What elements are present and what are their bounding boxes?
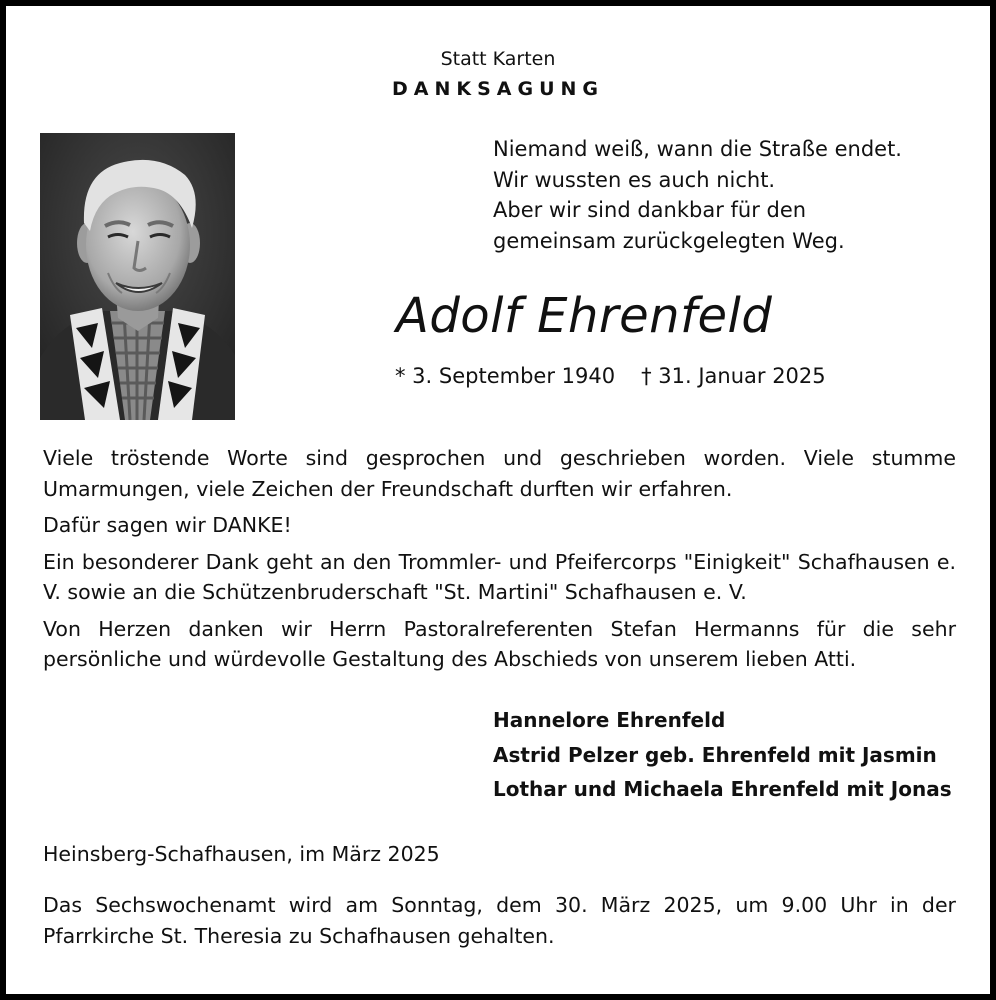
portrait-photo-icon xyxy=(40,133,235,420)
thanks-paragraph: Dafür sagen wir DANKE! xyxy=(43,513,292,537)
thanks-paragraph: Viele tröstende Worte sind gesprochen und geschrieben worden. Viele stumme Umarmungen, viele Zeichen der Freundschaft durften wir erfahren. xyxy=(43,446,956,501)
poem-line: Aber wir sind dankbar für den xyxy=(493,198,807,222)
birth-date: * 3. September 1940 xyxy=(395,364,616,388)
signature-line: Astrid Pelzer geb. Ehrenfeld mit Jasmin xyxy=(493,742,937,767)
poem xyxy=(493,134,973,256)
poem-line: gemeinsam zurückgelegten Weg. xyxy=(493,228,845,253)
poem-line: Wir wussten es auch nicht. xyxy=(493,167,776,192)
signatures xyxy=(493,703,973,807)
deceased-name: Adolf Ehrenfeld xyxy=(396,288,773,344)
service-notice: Das Sechswochenamt wird am Sonntag, dem 30. März 2025, um 9.00 Uhr in der Pfarrkirche St. Theresia zu Schafhausen gehalten. xyxy=(43,893,956,948)
thanks-paragraph: Von Herzen danken wir Herrn Pastoralreferenten Stefan Hermanns für die sehr persönliche und würdevolle Gestaltung des Abschieds von unserem lieben Atti. xyxy=(43,616,956,671)
portrait-photo xyxy=(40,133,235,420)
header-title: DANKSAGUNG xyxy=(391,78,604,100)
thanks-paragraph: Ein besonderer Dank geht an den Trommler- und Pfeifercorps "Einigkeit" Schafhausen e. V. sowie an die Schützenbruderschaft "St. Martini" Schafhausen e. V. xyxy=(43,549,956,604)
place-date: Heinsberg-Schafhausen, im März 2025 xyxy=(43,842,440,866)
poem-line: Niemand weiß, wann die Straße endet. xyxy=(493,137,902,161)
death-date: † 31. Januar 2025 xyxy=(641,364,826,388)
life-dates xyxy=(395,364,826,388)
signature-line: Lothar und Michaela Ehrenfeld mit Jonas xyxy=(493,777,952,801)
header-top-line: Statt Karten xyxy=(440,48,556,70)
thanks-text xyxy=(43,443,956,681)
signature-line: Hannelore Ehrenfeld xyxy=(493,708,726,732)
